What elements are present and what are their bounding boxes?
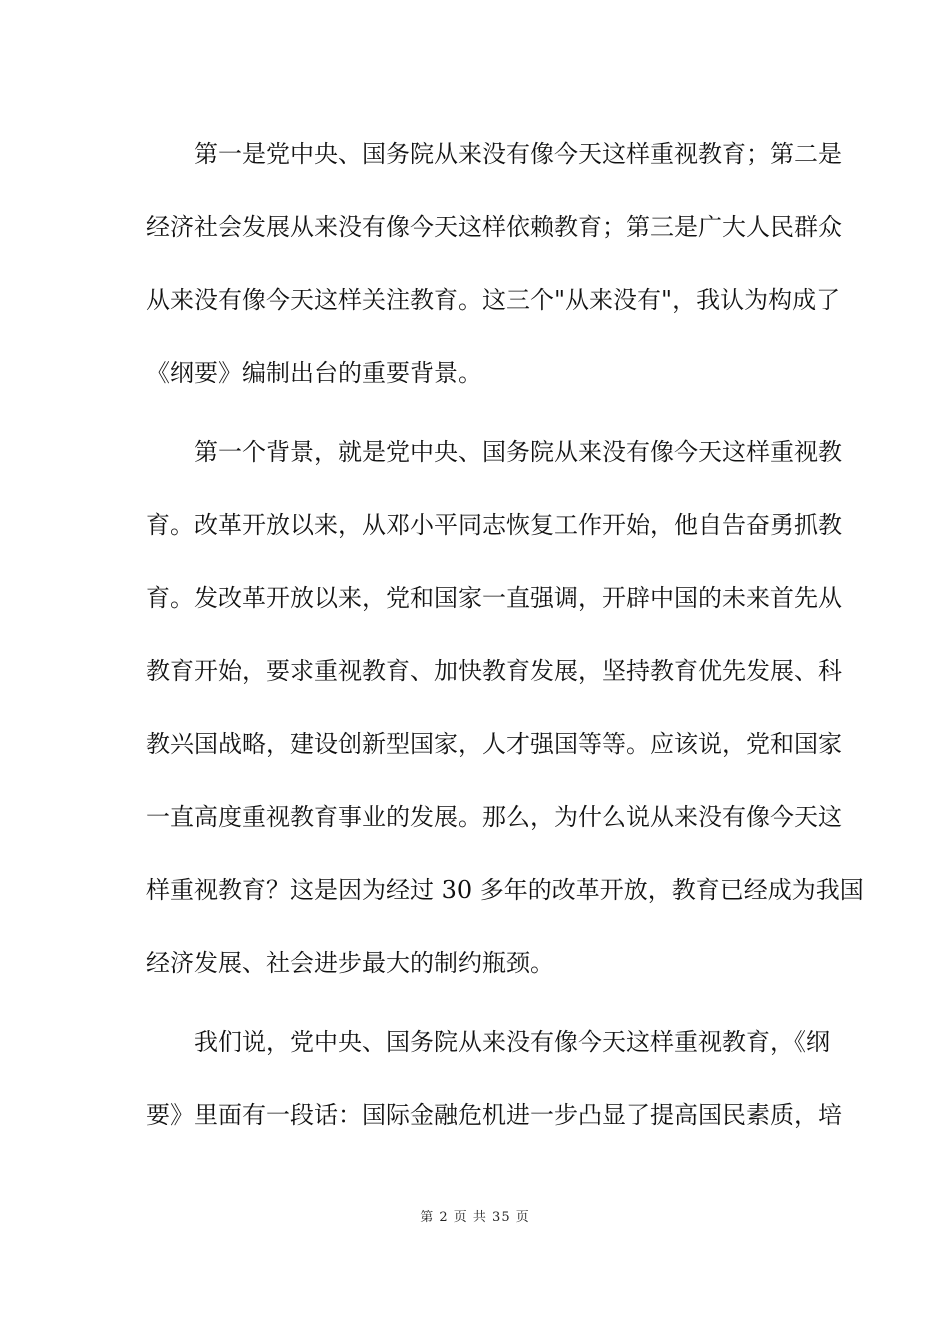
text-line: 第一个背景，就是党中央、国务院从来没有像今天这样重视教 xyxy=(146,438,842,466)
text-line: 要》里面有一段话：国际金融危机进一步凸显了提高国民素质，培 xyxy=(146,1101,842,1129)
text-line: 育。改革开放以来，从邓小平同志恢复工作开始，他自告奋勇抓教 xyxy=(146,511,842,539)
text-line: 第一是党中央、国务院从来没有像今天这样重视教育；第二是 xyxy=(146,140,842,168)
text-line: 样重视教育？这是因为经过 30 多年的改革开放，教育已经成为我国 xyxy=(146,876,864,904)
text-line: 一直高度重视教育事业的发展。那么，为什么说从来没有像今天这 xyxy=(146,803,842,831)
text-line: 经济发展、社会进步最大的制约瓶颈。 xyxy=(146,949,554,977)
text-line: 经济社会发展从来没有像今天这样依赖教育；第三是广大人民群众 xyxy=(146,213,842,241)
text-line: 教兴国战略，建设创新型国家，人才强国等等。应该说，党和国家 xyxy=(146,730,842,758)
page-number-footer: 第 2 页 共 35 页 xyxy=(420,1210,530,1225)
text-line: 育。发改革开放以来，党和国家一直强调，开辟中国的未来首先从 xyxy=(146,584,842,612)
text-line: 教育开始，要求重视教育、加快教育发展，坚持教育优先发展、科 xyxy=(146,657,842,685)
text-line: 《纲要》编制出台的重要背景。 xyxy=(146,359,482,387)
text-line: 从来没有像今天这样关注教育。这三个"从来没有"，我认为构成了 xyxy=(146,286,841,314)
text-line: 我们说，党中央、国务院从来没有像今天这样重视教育，《纲 xyxy=(146,1028,830,1056)
